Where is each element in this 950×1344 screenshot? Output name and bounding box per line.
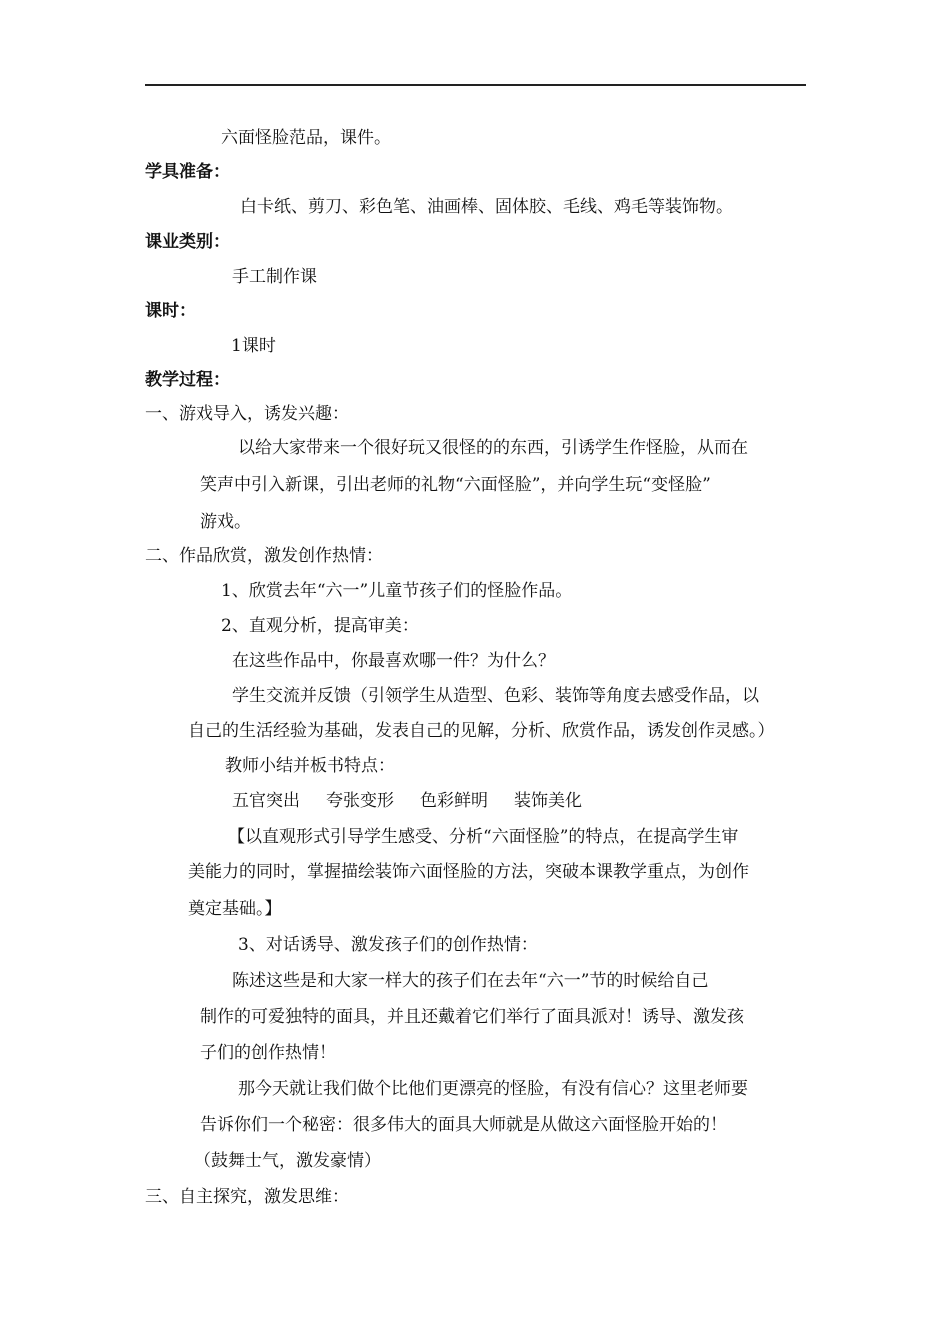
section-2-story-line: 制作的可爱独特的面具，并且还戴着它们举行了面具派对！诱导、激发孩 (200, 1007, 744, 1027)
hours-text: 1课时 (231, 336, 276, 356)
feature-keyword: 夸张变形 (326, 791, 394, 811)
section-2-question: 在这些作品中，你最喜欢哪一件？为什么？ (232, 651, 555, 671)
category-heading: 课业类别： (145, 232, 230, 252)
section-2-note-line: 【以直观形式引导学生感受、分析“六面怪脸”的特点，在提高学生审 (228, 827, 739, 847)
section-2-summary: 教师小结并板书特点： (225, 756, 395, 776)
process-heading: 教学过程： (145, 370, 230, 390)
section-2-title: 二、作品欣赏，激发创作热情： (145, 546, 383, 566)
feature-keywords (232, 790, 608, 812)
section-1-paragraph-line: 笑声中引入新课，引出老师的礼物“六面怪脸”，并向学生玩“变怪脸” (200, 475, 711, 495)
section-1-title: 一、游戏导入，诱发兴趣： (145, 404, 349, 424)
section-2-encourage-line: 那今天就让我们做个比他们更漂亮的怪脸，有没有信心？这里老师要 (238, 1079, 748, 1099)
hours-heading: 课时： (145, 301, 196, 321)
section-2-item-2: 2、直观分析，提高审美： (221, 616, 419, 636)
section-2-story-line: 子们的创作热情！ (200, 1043, 336, 1063)
section-2-feedback-line: 学生交流并反馈（引领学生从造型、色彩、装饰等角度去感受作品，以 (232, 686, 759, 706)
feature-keyword: 色彩鲜明 (420, 791, 488, 811)
section-2-feedback-line: 自己的生活经验为基础，发表自己的见解，分析、欣赏作品，诱发创作灵感。） (188, 721, 775, 741)
section-2-note-line: 美能力的同时，掌握描绘装饰六面怪脸的方法，突破本课教学重点，为创作 (188, 862, 749, 882)
category-text: 手工制作课 (232, 267, 317, 287)
feature-keyword: 五官突出 (232, 791, 300, 811)
section-3-title: 三、自主探究，激发思维： (145, 1187, 349, 1207)
teacher-prep-text: 六面怪脸范品，课件。 (221, 128, 391, 148)
section-2-item-3: 3、对话诱导、激发孩子们的创作热情： (238, 935, 538, 955)
section-1-paragraph-line: 以给大家带来一个很好玩又很怪的的东西，引诱学生作怪脸，从而在 (238, 438, 748, 458)
section-2-encourage-line: 告诉你们一个秘密：很多伟大的面具大师就是从做这六面怪脸开始的！ (200, 1115, 727, 1135)
feature-keyword: 装饰美化 (514, 791, 582, 811)
section-2-encourage-line: （鼓舞士气，激发豪情） (194, 1151, 381, 1171)
student-prep-heading: 学具准备： (145, 162, 230, 182)
section-1-paragraph-line: 游戏。 (200, 512, 251, 532)
section-2-story-line: 陈述这些是和大家一样大的孩子们在去年“六一”节的时候给自己 (232, 971, 709, 991)
section-2-note-line: 奠定基础。】 (188, 899, 282, 919)
student-prep-text: 白卡纸、剪刀、彩色笔、油画棒、固体胶、毛线、鸡毛等装饰物。 (240, 197, 733, 217)
header-rule (145, 84, 806, 86)
section-2-item-1: 1、欣赏去年“六一”儿童节孩子们的怪脸作品。 (221, 581, 573, 601)
